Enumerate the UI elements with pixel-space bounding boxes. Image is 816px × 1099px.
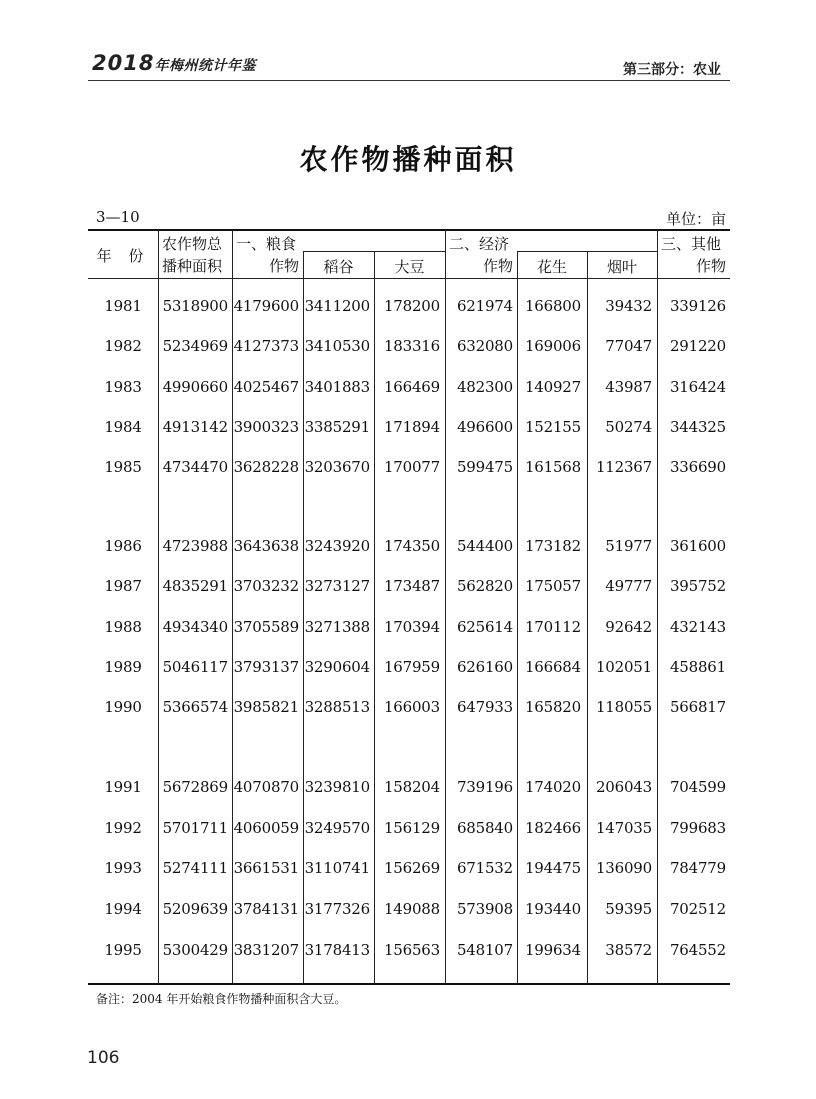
cell-peanut: 152155 xyxy=(524,418,581,436)
cell-rice: 3239810 xyxy=(304,778,370,796)
table-bottom-rule xyxy=(88,983,730,985)
yearbook-year: 2018 xyxy=(92,51,155,75)
cell-grain: 3661531 xyxy=(233,859,299,877)
cell-economic: 671532 xyxy=(456,859,513,877)
cell-peanut: 170112 xyxy=(524,618,581,636)
cell-rice: 3290604 xyxy=(304,658,370,676)
cell-total-area: 5366574 xyxy=(162,698,228,716)
footnote: 备注：2004 年开始粮食作物播种面积含大豆。 xyxy=(96,992,347,1006)
cell-soybean: 174350 xyxy=(383,537,440,555)
cell-other: 432143 xyxy=(669,618,726,636)
cell-grain: 3643638 xyxy=(233,537,299,555)
header-total-line2: 播种面积 xyxy=(162,257,223,275)
cell-peanut: 173182 xyxy=(524,537,581,555)
cell-peanut: 169006 xyxy=(524,337,581,355)
cell-grain: 3705589 xyxy=(233,618,299,636)
cell-year: 1982 xyxy=(104,337,142,355)
header-total-line1: 农作物总 xyxy=(162,235,223,253)
cell-soybean: 158204 xyxy=(383,778,440,796)
cell-total-area: 5318900 xyxy=(162,297,228,315)
cell-rice: 3110741 xyxy=(304,859,370,877)
cell-tobacco: 92642 xyxy=(605,618,652,636)
cell-soybean: 170077 xyxy=(383,458,440,476)
header-rice: 稻谷 xyxy=(323,258,354,276)
header-grain-line1: 一、粮食 xyxy=(236,235,297,253)
cell-grain: 3628228 xyxy=(233,458,299,476)
cell-tobacco: 50274 xyxy=(605,418,652,436)
cell-rice: 3203670 xyxy=(304,458,370,476)
cell-grain: 3784131 xyxy=(233,900,299,918)
cell-total-area: 4913142 xyxy=(162,418,228,436)
cell-peanut: 182466 xyxy=(524,819,581,837)
cell-soybean: 173487 xyxy=(383,577,440,595)
cell-other: 702512 xyxy=(669,900,726,918)
cell-rice: 3401883 xyxy=(304,378,370,396)
header-other-line2: 作物 xyxy=(695,257,726,275)
cell-tobacco: 206043 xyxy=(595,778,652,796)
cell-economic: 496600 xyxy=(456,418,513,436)
cell-soybean: 156129 xyxy=(383,819,440,837)
cell-peanut: 166800 xyxy=(524,297,581,315)
cell-other: 784779 xyxy=(669,859,726,877)
cell-year: 1988 xyxy=(104,618,142,636)
cell-tobacco: 59395 xyxy=(605,900,652,918)
cell-rice: 3385291 xyxy=(304,418,370,436)
cell-year: 1990 xyxy=(104,698,142,716)
cell-tobacco: 38572 xyxy=(605,941,652,959)
header-year: 年 份 xyxy=(96,247,150,265)
cell-total-area: 4990660 xyxy=(162,378,228,396)
cell-tobacco: 102051 xyxy=(595,658,652,676)
cell-other: 764552 xyxy=(669,941,726,959)
cell-economic: 632080 xyxy=(456,337,513,355)
header-econ-line1: 二、经济 xyxy=(449,235,510,253)
cell-peanut: 161568 xyxy=(524,458,581,476)
cell-economic: 573908 xyxy=(456,900,513,918)
cell-year: 1991 xyxy=(104,778,142,796)
cell-grain: 3793137 xyxy=(233,658,299,676)
cell-year: 1994 xyxy=(104,900,142,918)
cell-total-area: 5209639 xyxy=(162,900,228,918)
cell-rice: 3411200 xyxy=(304,297,370,315)
cell-tobacco: 43987 xyxy=(605,378,652,396)
cell-peanut: 193440 xyxy=(524,900,581,918)
cell-total-area: 5046117 xyxy=(162,658,228,676)
cell-peanut: 166684 xyxy=(524,658,581,676)
cell-peanut: 140927 xyxy=(524,378,581,396)
cell-soybean: 156563 xyxy=(383,941,440,959)
cell-tobacco: 118055 xyxy=(595,698,652,716)
cell-soybean: 166469 xyxy=(383,378,440,396)
cell-economic: 562820 xyxy=(456,577,513,595)
cell-tobacco: 112367 xyxy=(595,458,652,476)
cell-rice: 3271388 xyxy=(304,618,370,636)
cell-soybean: 156269 xyxy=(383,859,440,877)
cell-other: 458861 xyxy=(669,658,726,676)
cell-grain: 4060059 xyxy=(233,819,299,837)
cell-rice: 3410530 xyxy=(304,337,370,355)
header-rule xyxy=(88,80,730,81)
cell-other: 799683 xyxy=(669,819,726,837)
cell-year: 1989 xyxy=(104,658,142,676)
cell-economic: 626160 xyxy=(456,658,513,676)
cell-rice: 3178413 xyxy=(304,941,370,959)
cell-soybean: 171894 xyxy=(383,418,440,436)
cell-total-area: 4723988 xyxy=(162,537,228,555)
cell-rice: 3288513 xyxy=(304,698,370,716)
cell-peanut: 174020 xyxy=(524,778,581,796)
cell-tobacco: 39432 xyxy=(605,297,652,315)
cell-rice: 3177326 xyxy=(304,900,370,918)
cell-other: 566817 xyxy=(669,698,726,716)
cell-rice: 3273127 xyxy=(304,577,370,595)
cell-soybean: 178200 xyxy=(383,297,440,315)
cell-economic: 739196 xyxy=(456,778,513,796)
cell-tobacco: 49777 xyxy=(605,577,652,595)
cell-soybean: 149088 xyxy=(383,900,440,918)
header-tobacco: 烟叶 xyxy=(606,258,637,276)
cell-other: 395752 xyxy=(669,577,726,595)
cell-soybean: 166003 xyxy=(383,698,440,716)
cell-year: 1992 xyxy=(104,819,142,837)
cell-other: 704599 xyxy=(669,778,726,796)
cell-soybean: 170394 xyxy=(383,618,440,636)
cell-total-area: 5234969 xyxy=(162,337,228,355)
cell-economic: 625614 xyxy=(456,618,513,636)
cell-rice: 3249570 xyxy=(304,819,370,837)
cell-economic: 647933 xyxy=(456,698,513,716)
cell-peanut: 199634 xyxy=(524,941,581,959)
cell-rice: 3243920 xyxy=(304,537,370,555)
cell-tobacco: 77047 xyxy=(605,337,652,355)
cell-year: 1986 xyxy=(104,537,142,555)
header-econ-line2: 作物 xyxy=(482,257,513,275)
cell-economic: 544400 xyxy=(456,537,513,555)
cell-year: 1995 xyxy=(104,941,142,959)
cell-total-area: 4934340 xyxy=(162,618,228,636)
running-header-title xyxy=(92,51,256,75)
cell-grain: 3900323 xyxy=(233,418,299,436)
cell-tobacco: 51977 xyxy=(605,537,652,555)
cell-grain: 3703232 xyxy=(233,577,299,595)
cell-economic: 482300 xyxy=(456,378,513,396)
cell-grain: 4070870 xyxy=(233,778,299,796)
cell-total-area: 5701711 xyxy=(162,819,228,837)
cell-other: 344325 xyxy=(669,418,726,436)
cell-total-area: 5274111 xyxy=(162,859,228,877)
cell-soybean: 183316 xyxy=(383,337,440,355)
header-peanut: 花生 xyxy=(536,258,567,276)
cell-year: 1985 xyxy=(104,458,142,476)
cell-year: 1987 xyxy=(104,577,142,595)
table-top-rule xyxy=(88,229,730,231)
cell-economic: 599475 xyxy=(456,458,513,476)
header-grain-line2: 作物 xyxy=(268,257,299,275)
cell-grain: 4179600 xyxy=(233,297,299,315)
cell-other: 361600 xyxy=(669,537,726,555)
cell-year: 1993 xyxy=(104,859,142,877)
cell-year: 1984 xyxy=(104,418,142,436)
header-soybean: 大豆 xyxy=(394,258,425,276)
cell-total-area: 4734470 xyxy=(162,458,228,476)
cell-tobacco: 136090 xyxy=(595,859,652,877)
cell-grain: 4025467 xyxy=(233,378,299,396)
running-header-section: 第三部分：农业 xyxy=(623,62,721,78)
cell-tobacco: 147035 xyxy=(595,819,652,837)
cell-economic: 621974 xyxy=(456,297,513,315)
cell-grain: 3831207 xyxy=(233,941,299,959)
cell-total-area: 5300429 xyxy=(162,941,228,959)
cell-economic: 685840 xyxy=(456,819,513,837)
cell-peanut: 165820 xyxy=(524,698,581,716)
cell-other: 291220 xyxy=(669,337,726,355)
cell-other: 336690 xyxy=(669,458,726,476)
cell-economic: 548107 xyxy=(456,941,513,959)
cell-peanut: 175057 xyxy=(524,577,581,595)
cell-other: 316424 xyxy=(669,378,726,396)
yearbook-name: 年梅州统计年鉴 xyxy=(154,58,256,74)
page-title: 农作物播种面积 xyxy=(299,143,517,176)
cell-soybean: 167959 xyxy=(383,658,440,676)
header-other-line1: 三、其他 xyxy=(661,235,722,253)
page-number: 106 xyxy=(87,1048,120,1068)
cell-peanut: 194475 xyxy=(524,859,581,877)
cell-other: 339126 xyxy=(669,297,726,315)
unit-label: 单位：亩 xyxy=(665,210,726,228)
table-number: 3—10 xyxy=(96,208,140,226)
cell-grain: 4127373 xyxy=(233,337,299,355)
cell-grain: 3985821 xyxy=(233,698,299,716)
cell-year: 1981 xyxy=(104,297,142,315)
cell-year: 1983 xyxy=(104,378,142,396)
cell-total-area: 4835291 xyxy=(162,577,228,595)
cell-total-area: 5672869 xyxy=(162,778,228,796)
header-bottom-rule xyxy=(88,278,730,279)
